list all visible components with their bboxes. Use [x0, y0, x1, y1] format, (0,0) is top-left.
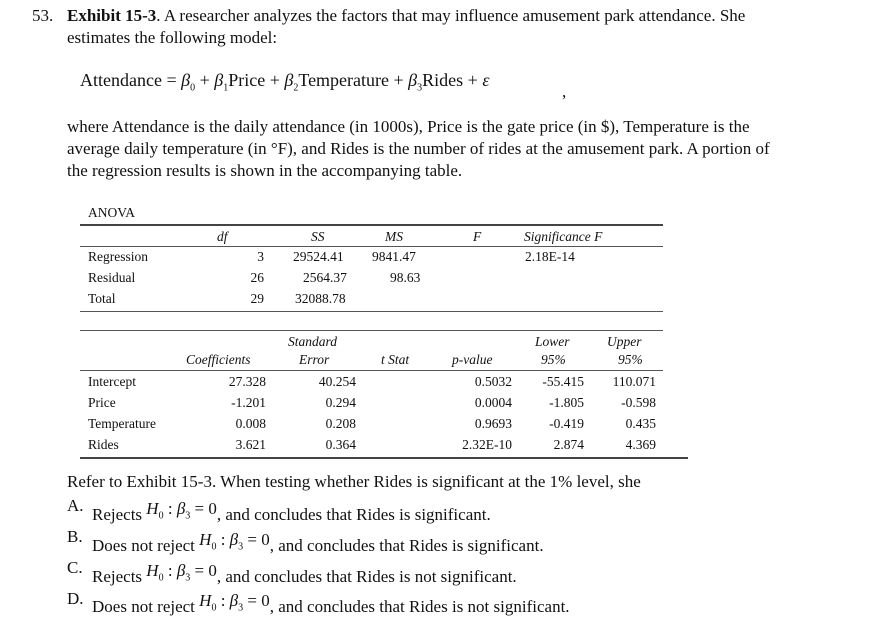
coef-cell-coef: 0.008: [235, 416, 266, 431]
coef-cell-p: 0.9693: [474, 416, 512, 431]
coef-cell-upper: 110.071: [612, 374, 656, 389]
option-d-text[interactable]: [92, 591, 570, 619]
coef-cell-coef: 27.328: [228, 374, 266, 389]
hypothesis-formula: $H_0$ : $\beta_3 = 0$: [146, 499, 217, 522]
option-letter: C.: [67, 558, 83, 577]
anova-title: ANOVA: [88, 205, 136, 220]
anova-header-df: df: [217, 229, 228, 244]
coef-row-label: Temperature: [88, 416, 157, 431]
coef-header-rule: [80, 370, 663, 371]
coef-cell-se: 0.208: [325, 416, 356, 431]
coef-cell-lower: -55.415: [542, 374, 584, 389]
anova-bottom-rule: [80, 311, 663, 312]
coef-cell-p: 2.32E-10: [462, 437, 512, 452]
anova-cell-ms: 9841.47: [372, 249, 416, 264]
anova-header-ss: SS: [311, 229, 325, 244]
anova-cell-df: 26: [250, 270, 264, 285]
coef-header-coef: Coefficients: [186, 352, 251, 367]
option-c[interactable]: [67, 558, 83, 578]
where-line1: where Attendance is the daily attendance (in 1000s), Price is the gate price (in $), Temperature is the: [67, 117, 750, 136]
question-prompt: Refer to Exhibit 15-3. When testing whether Rides is significant at the 1% level, she: [67, 472, 641, 491]
coef-row-label: Rides: [88, 437, 119, 452]
coef-header-upper-top: Upper: [607, 334, 642, 349]
option-post: , and concludes that Rides is significant.: [269, 536, 544, 555]
option-b-text[interactable]: [92, 530, 544, 558]
option-c-text[interactable]: [92, 561, 517, 589]
option-d[interactable]: [67, 589, 84, 609]
option-b[interactable]: [67, 527, 83, 547]
coef-cell-se: 40.254: [318, 374, 356, 389]
coef-header-se-bottom: Error: [299, 352, 330, 367]
coef-cell-upper: 4.369: [625, 437, 656, 452]
option-letter: A.: [67, 496, 84, 515]
anova-cell-ms: 98.63: [390, 270, 421, 285]
eq-lhs: Attendance: [80, 70, 162, 90]
coef-cell-lower: -1.805: [549, 395, 584, 410]
hypothesis-formula: $H_0$ : $\beta_3 = 0$: [199, 530, 270, 553]
intro-text-1: . A researcher analyzes the factors that may influence amusement park attendance. She: [156, 6, 746, 25]
anova-row-label: Regression: [88, 249, 148, 264]
coef-cell-upper: 0.435: [625, 416, 656, 431]
anova-cell-sigf: 2.18E-14: [525, 249, 575, 264]
option-post: , and concludes that Rides is not significant.: [269, 597, 570, 616]
coef-cell-lower: -0.419: [549, 416, 584, 431]
coef-cell-p: 0.0004: [474, 395, 512, 410]
option-letter: B.: [67, 527, 83, 546]
option-a-text[interactable]: [92, 499, 491, 527]
coef-cell-coef: 3.621: [235, 437, 266, 452]
question-intro-line2: estimates the following model:: [67, 28, 278, 47]
eq-rides: Rides: [422, 70, 464, 90]
coef-cell-se: 0.294: [325, 395, 356, 410]
where-line2: average daily temperature (in °F), and Rides is the number of rides at the amusement park. A portion of: [67, 139, 770, 158]
coef-cell-p: 0.5032: [474, 374, 512, 389]
option-pre: Rejects: [92, 567, 143, 586]
option-post: , and concludes that Rides is not significant.: [216, 567, 517, 586]
anova-row-label: Residual: [88, 270, 136, 285]
option-letter: D.: [67, 589, 84, 608]
anova-top-rule: [80, 224, 663, 226]
anova-cell-df: 3: [257, 249, 264, 264]
eq-temp: Temperature: [298, 70, 390, 90]
coef-cell-coef: -1.201: [231, 395, 266, 410]
anova-header-ms: MS: [385, 229, 403, 244]
anova-header-f: F: [473, 229, 482, 244]
anova-cell-df: 29: [250, 291, 264, 306]
eq-error: ε: [482, 70, 490, 90]
coef-cell-se: 0.364: [325, 437, 356, 452]
coef-header-pval: p-value: [452, 352, 493, 367]
coef-header-lower-bottom: 95%: [541, 352, 566, 367]
coef-bottom-rule: [80, 457, 688, 459]
coef-cell-upper: -0.598: [621, 395, 656, 410]
anova-cell-ss: 32088.78: [295, 291, 346, 306]
coef-header-upper-bottom: 95%: [618, 352, 643, 367]
anova-row-label: Total: [88, 291, 116, 306]
coef-header-lower-top: Lower: [535, 334, 570, 349]
coef-row-label: Intercept: [88, 374, 136, 389]
coef-row-label: Price: [88, 395, 116, 410]
coef-cell-lower: 2.874: [553, 437, 584, 452]
eq-price: Price: [228, 70, 266, 90]
eq-trailing-comma: ,: [562, 82, 567, 101]
option-pre: Rejects: [92, 505, 143, 524]
anova-header-rule: [80, 246, 663, 247]
option-pre: Does not reject: [92, 536, 195, 555]
option-a[interactable]: [67, 496, 84, 516]
coef-top-rule: [80, 330, 663, 331]
coef-header-se-top: Standard: [288, 334, 338, 349]
where-line3: the regression results is shown in the accompanying table.: [67, 161, 463, 180]
anova-header-sigf: Significance F: [524, 229, 603, 244]
option-post: , and concludes that Rides is significant.: [216, 505, 491, 524]
anova-cell-ss: 29524.41: [293, 249, 344, 264]
hypothesis-formula: $H_0$ : $\beta_3 = 0$: [199, 591, 270, 614]
model-equation: Attendance = $\beta_0$ + $\beta_1Price$ + $\beta_2Temperature$ + $\beta_3Rides + \varepsilon$: [80, 70, 490, 94]
anova-cell-ss: 2564.37: [303, 270, 347, 285]
question-number: 53.: [32, 6, 54, 25]
option-pre: Does not reject: [92, 597, 195, 616]
coef-header-tstat: t Stat: [381, 352, 410, 367]
question-intro-line1: [67, 6, 745, 26]
hypothesis-formula: $H_0$ : $\beta_3 = 0$: [146, 561, 217, 584]
exhibit-label: Exhibit 15-3: [67, 6, 157, 25]
